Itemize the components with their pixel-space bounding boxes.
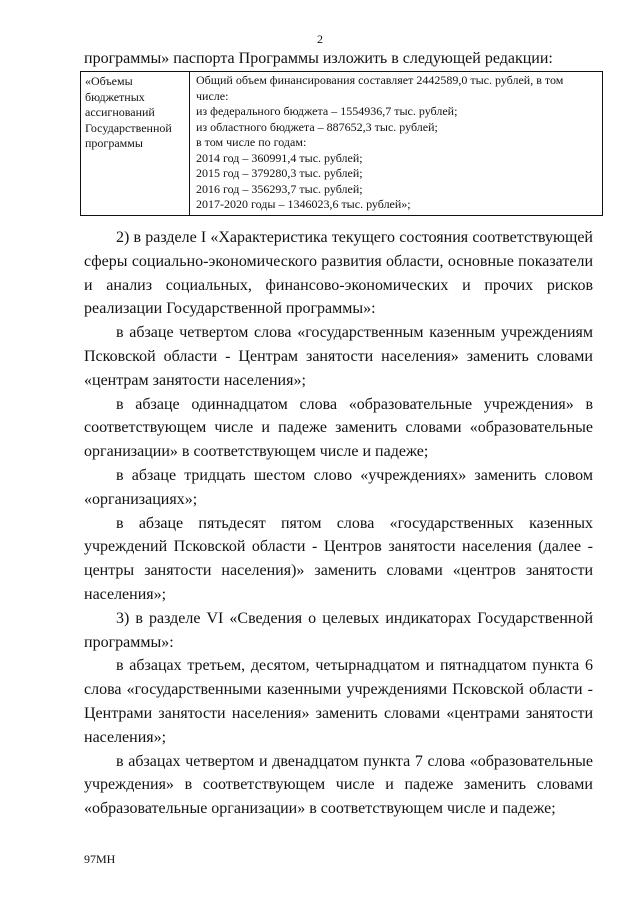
funding-line: 2015 год – 379280,3 тыс. рублей; <box>196 166 363 180</box>
paragraph: в абзаце пятьдесят пятом слова «государственных казенных учреждений Псковской области - Центров занятости населения (далее - центры занятости населения)» заменить словами «центров занятости населения»; <box>84 514 593 603</box>
funding-line: 2014 год – 360991,4 тыс. рублей; <box>196 150 363 165</box>
sheet-code: 97МН <box>84 852 116 866</box>
funding-row <box>81 72 603 216</box>
paragraph: 2) в разделе I «Характеристика текущего состояния соответствующей сферы социально-экономического развития области, основные показатели и анализ социальных, финансово-экономических и прочих рисков реализации Государственной программы»: <box>84 229 593 318</box>
funding-label: «Объемы бюджетных ассигнований Государственной программы <box>81 72 190 216</box>
funding-line: в том числе по годам: <box>196 135 307 149</box>
funding-line: из федерального бюджета – 1554936,7 тыс. рублей; <box>196 104 458 118</box>
paragraph: в абзаце одиннадцатом слова «образовательные учреждения» в соответствующем числе и падеже заменить словами «образовательные организации» в соответствующем числе и падеже; <box>84 395 593 461</box>
funding-line: из областного бюджета – 887652,3 тыс. рублей; <box>196 119 438 134</box>
intro-text: программы» паспорта Программы изложить в следующей редакции: <box>84 50 553 67</box>
paragraph: в абзаце четвертом слова «государственным казенным учреждениям Псковской области - Центрам занятости населения» заменить словами «центрам занятости населения»; <box>84 324 593 389</box>
paragraph: в абзацах третьем, десятом, четырнадцатом и пятнадцатом пункта 6 слова «государственными казенными учреждениями Псковской области - Центрами занятости населения» заменить словами «центрами занятости населения»; <box>84 657 593 746</box>
page-number: 2 <box>317 32 323 46</box>
funding-table <box>80 71 603 216</box>
funding-line: 2017-2020 годы – 1346023,6 тыс. рублей»; <box>196 197 411 211</box>
funding-line: Общий объем финансирования составляет 2442589,0 тыс. рублей, в том числе: <box>196 73 564 103</box>
paragraph: 3) в разделе VI «Сведения о целевых индикаторах Государственной программы»: <box>84 609 593 651</box>
funding-values <box>190 72 603 216</box>
funding-line: 2016 год – 356293,7 тыс. рублей; <box>196 181 363 196</box>
paragraph: в абзаце тридцать шестом слово «учреждениях» заменить словом «организациях»; <box>84 466 593 508</box>
paragraph: в абзацах четвертом и двенадцатом пункта 7 слова «образовательные учреждения» в соответствующем числе и падеже заменить словами «образовательные организации» в соответствующем числе и падеже; <box>84 752 593 818</box>
document-body <box>84 226 593 821</box>
